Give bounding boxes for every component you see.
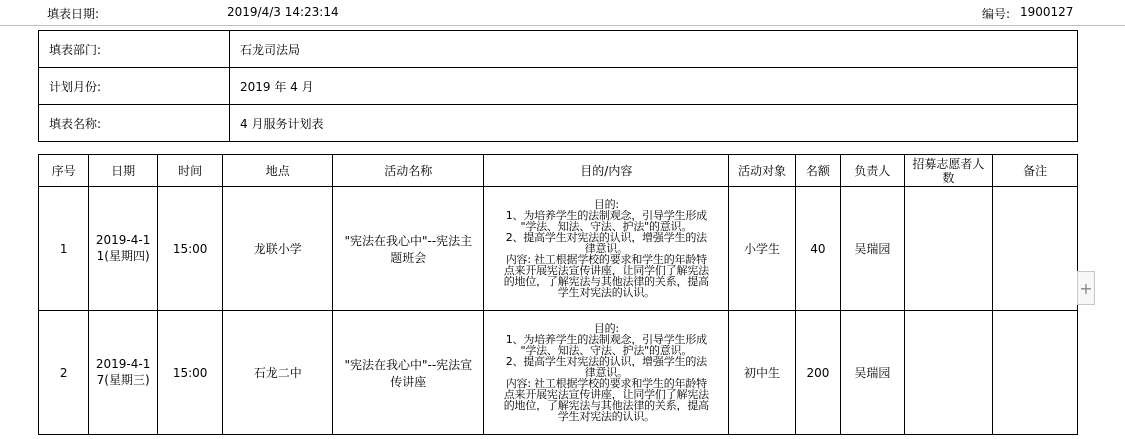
place-cell: 石龙二中: [223, 311, 333, 435]
date-line: 2019-4-1: [95, 357, 151, 371]
target-cell: 小学生: [729, 187, 796, 311]
col-header-seq: 序号: [39, 155, 89, 187]
purpose-line: 2、提高学生对宪法的认识，增强学生的法: [505, 232, 707, 243]
quota-cell: 200: [795, 311, 840, 435]
date-line: 1(星期四): [96, 249, 150, 263]
owner-cell: 吴瑞园: [841, 187, 904, 311]
purpose-line: 点来开展宪法宣传讲座，让同学们了解宪法: [503, 389, 709, 400]
col-header-target: 活动对象: [729, 155, 796, 187]
month-value: 2019 年 4 月: [230, 68, 1078, 105]
col-header-owner: 负责人: [841, 155, 904, 187]
purpose-line: 目的:: [593, 199, 619, 210]
seq-cell: 2: [39, 311, 89, 435]
fill-date-value: 2019/4/3 14:23:14: [227, 5, 339, 19]
purpose-cell: [484, 187, 729, 311]
purpose-line: 内容: 社工根据学校的要求和学生的年龄特: [505, 378, 707, 389]
quota-cell: 40: [795, 187, 840, 311]
activity-line: 传讲座: [390, 374, 427, 389]
purpose-line: 内容: 社工根据学校的要求和学生的年龄特: [505, 254, 707, 265]
time-cell: 15:00: [157, 311, 223, 435]
col-header-date: 日期: [89, 155, 158, 187]
table-header-row: [39, 155, 1078, 187]
date-cell: [89, 187, 158, 311]
col-header-volunteers: 招募志愿者人数: [904, 155, 993, 187]
purpose-line: 2、提高学生对宪法的认识，增强学生的法: [505, 356, 707, 367]
volunteers-cell: [904, 311, 993, 435]
dept-label: 填表部门:: [39, 31, 230, 68]
activity-cell: [333, 187, 484, 311]
service-plan-table: [38, 154, 1078, 435]
table-row: [39, 311, 1078, 435]
col-header-remark: 备注: [993, 155, 1078, 187]
purpose-line: 的地位，了解宪法与其他法律的关系，提高: [503, 400, 709, 411]
col-header-purpose: 目的/内容: [484, 155, 729, 187]
fill-date-label: 填表日期:: [47, 7, 100, 21]
form-number-label: 编号:: [982, 7, 1011, 21]
col-header-time: 时间: [157, 155, 223, 187]
form-name-value: 4 月服务计划表: [230, 105, 1078, 142]
remark-cell: [993, 187, 1078, 311]
activity-line: "宪法在我心中"--宪法宣: [344, 357, 473, 372]
form-name-label: 填表名称:: [39, 105, 230, 142]
purpose-line: "学法、知法、守法、护法"的意识。: [520, 221, 693, 232]
form-number-value: 1900127: [1020, 5, 1074, 19]
activity-line: "宪法在我心中"--宪法主: [344, 233, 473, 248]
date-cell: [89, 311, 158, 435]
purpose-line: 律意识。: [584, 243, 628, 254]
purpose-line: 目的:: [593, 323, 619, 334]
time-cell: 15:00: [157, 187, 223, 311]
expand-button[interactable]: [1077, 271, 1095, 305]
owner-cell: 吴瑞园: [841, 311, 904, 435]
volunteers-cell: [904, 187, 993, 311]
form-name-row: [39, 105, 1078, 142]
month-row: [39, 68, 1078, 105]
target-cell: 初中生: [729, 311, 796, 435]
header-bar: [0, 0, 1125, 26]
dept-row: [39, 31, 1078, 68]
purpose-line: 学生对宪法的认识。: [557, 287, 655, 298]
col-header-quota: 名额: [795, 155, 840, 187]
place-cell: 龙联小学: [223, 187, 333, 311]
date-line: 2019-4-1: [95, 233, 151, 247]
form-info-table: [38, 30, 1078, 142]
purpose-line: 的地位，了解宪法与其他法律的关系，提高: [503, 276, 709, 287]
purpose-line: 学生对宪法的认识。: [557, 411, 655, 422]
dept-value: 石龙司法局: [230, 31, 1078, 68]
date-line: 7(星期三): [96, 373, 150, 387]
purpose-line: 1、为培养学生的法制观念，引导学生形成: [505, 334, 707, 345]
remark-cell: [993, 311, 1078, 435]
table-row: [39, 187, 1078, 311]
purpose-line: 律意识。: [584, 367, 628, 378]
month-label: 计划月份:: [39, 68, 230, 105]
purpose-cell: [484, 311, 729, 435]
plus-icon: +: [1079, 279, 1093, 298]
purpose-line: 1、为培养学生的法制观念，引导学生形成: [505, 210, 707, 221]
activity-cell: [333, 311, 484, 435]
purpose-line: "学法、知法、守法、护法"的意识。: [520, 345, 693, 356]
col-header-activity: 活动名称: [333, 155, 484, 187]
col-header-place: 地点: [223, 155, 333, 187]
activity-line: 题班会: [390, 250, 427, 265]
purpose-line: 点来开展宪法宣传讲座，让同学们了解宪法: [503, 265, 709, 276]
seq-cell: 1: [39, 187, 89, 311]
